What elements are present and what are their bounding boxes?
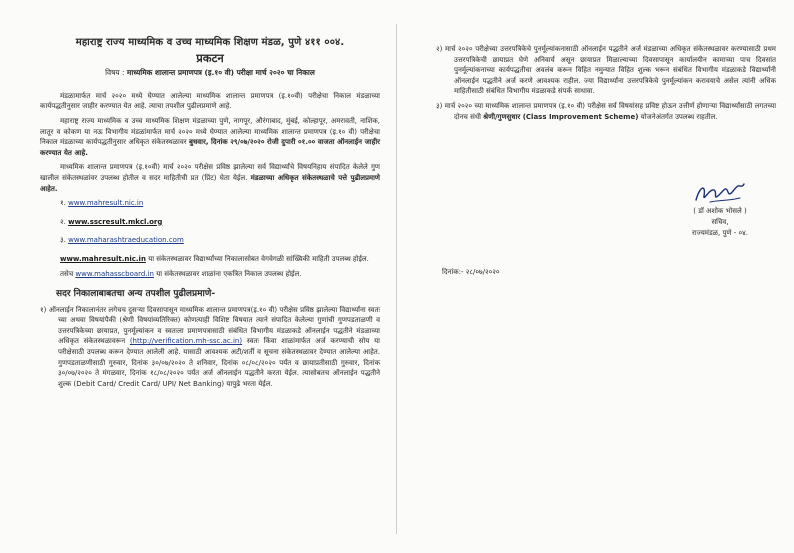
result-date-announcement: बुधवार, दिनांक २९/०७/२०२० रोजी दुपारी ०१.०० वाजता ऑनलाईन जाहीर करण्यात येत आहे. — [40, 138, 381, 157]
signatory-place: राज्यमंडळ, पुणे - ०४. — [692, 229, 748, 237]
paragraph-3 — [40, 162, 380, 194]
subject-label: विषय : — [105, 68, 125, 78]
statistics-text: या संकेतस्थळावर विद्यार्थ्यांच्या निकालासोबत वेगवेगळी सांख्यिकी माहिती उपलब्ध होईल. — [148, 254, 369, 263]
list-text: योजनेअंतर्गत उपलब्ध राहतील. — [640, 112, 718, 121]
signature-icon — [666, 180, 774, 206]
board-title: महाराष्ट्र राज्य माध्यमिक व उच्च माध्यमिक शिक्षण मंडळ, पुणे ४११ ००४. — [75, 37, 345, 48]
website-number: २. — [60, 217, 66, 226]
statistics-link[interactable]: www.mahresult.nic.in — [60, 254, 146, 263]
paragraph-1: मंडळामार्फत मार्च २०२० मध्ये घेण्यात आलेल्या माध्यमिक शालान्त प्रमाणपत्र (इ.१०वी) परीक्षेचा निकाल मंडळाच्या कार्यपद्धतीनुसार जाहीर करण्यात येत आहे. त्याचा तपशील पुढीलप्रमाणे आहे. — [40, 91, 380, 111]
school-result-text: या संकेतस्थळावर शाळांना एकत्रित निकाल उपलब्ध होईल. — [156, 269, 302, 278]
website-item — [60, 217, 380, 228]
list-number: ३) — [436, 101, 443, 110]
signatory-role: सचिव, — [711, 218, 729, 226]
list-number: २) — [436, 45, 443, 53]
website-number: ३. — [60, 236, 66, 245]
list-number: १) — [40, 305, 47, 314]
left-column — [40, 38, 380, 393]
signature-block — [666, 180, 774, 239]
notice-heading: प्रकटन — [196, 50, 224, 65]
verification-link[interactable]: (http://verification.mh-ssc.ac.in) — [129, 337, 243, 346]
subject-text: माध्यमिक शालान्त प्रमाणपत्र (इ.१० वी) परीक्षा मार्च २०२० चा निकाल — [126, 68, 315, 78]
signatory-name: ( डॉ अशोक भोसले ) — [693, 207, 747, 215]
website-item — [60, 198, 380, 209]
right-column — [436, 44, 776, 126]
school-prefix: तसेच — [60, 269, 74, 278]
website-link[interactable]: www.mahresult.nic.in — [68, 199, 144, 208]
school-result-link[interactable]: www.mahasscboard.in — [75, 269, 154, 278]
list-text: मार्च २०२० परीक्षेच्या उत्तरपत्रिकेचे पुनर्मूल्यांकनासाठी ऑनलाईन पद्धतीने अर्ज मंडळाच्या अधिकृत संकेतस्थळावर करण्यासाठी प्रथम उत्तरपत्रिकेची छायाप्रत घेणे अनिवार्य असून छायाप्रत मिळाल्याच्या दिवसापासून कार्यालयीन कामाच्या पाच दिवसांत पुनर्मूल्यांकनाच्या कार्यपद्धतीचा अवलंब करून विहित नमुन्यात विहित शुल्क भरून संबंधित विभागीय मंडळाकडे विद्यार्थ्यांनी ऑनलाईन पद्धतीने अर्ज करणे आवश्यक राहील. ज्या विद्यार्थ्यांना उत्तरपत्रिकेचे पुनर्मूल्यांकन करावयाचे असेल त्यांनी अधिक माहितीसाठी संबंधित विभागीय मंडळाकडे संपर्क साधावा. — [444, 45, 776, 96]
websites-intro: मंडळाच्या अधिकृत संकेतस्थळाचे पत्ते पुढीलप्रमाणे आहेत. — [40, 173, 380, 193]
improvement-scheme: श्रेणी/गुणसुधार (Class Improvement Scheme) — [483, 112, 639, 121]
paragraph-2-text: महाराष्ट्र राज्य माध्यमिक व उच्च माध्यमिक शिक्षण मंडळाच्या पुणे, नागपूर, औरंगाबाद, मुंबई, कोल्हापूर, अमरावती, नाशिक, लातूर व कोकण या नऊ विभागीय मंडळांमार्फत मार्च २०२० मध्ये घेण्यात आलेल्या माध्यमिक शालान्त प्रमाणपत्र (इ.१० वी) परीक्षेचा निकाल मंडळाच्या कार्यपद्धतीनुसार अधिकृत संकेतस्थळावर — [40, 116, 380, 147]
list-text: मार्च २०२० च्या माध्यमिक शालान्त प्रमाणपत्र (इ.१० वी) परीक्षेस सर्व विषयांसह प्रविष्ट होऊन उत्तीर्ण होणाऱ्या विद्यार्थ्यांसाठी लगतच्या दोनच संधी — [444, 101, 777, 121]
list-text: ऑनलाईन निकालानंतर लगेचच दुसऱ्या दिवसापासून माध्यमिक शालान्त प्रमाणपत्र(इ.१० वी) परीक्षेस प्रविष्ठ झालेल्या विद्यार्थ्यांना स्वतः च्या अथवा विषयांपैकी (श्रेणी विषयांव्यतिरिक्त) कोणत्याही विशिष्ट विषयात त्याने संपादित केलेल्या गुणांची गुणपडताळणी व उत्तरपत्रिकेच्या छायाप्रत, पुनर्मूल्यांकन व स्वतःला प्रमाणपत्रासाठी संबंधित विभागीय मंडळाकडे ऑनलाईन पद्धतीने मंडळाच्या अधिकृत संकेतस्थळावरून — [48, 305, 380, 346]
website-item — [60, 235, 380, 246]
website-number: १. — [60, 199, 66, 208]
website-link[interactable]: www.maharashtraeducation.com — [68, 236, 184, 245]
statistics-note — [40, 254, 380, 265]
details-subheading: सदर निकालाबाबतचा अन्य तपशील पुढीलप्रमाणे- — [56, 289, 216, 300]
paragraph-3-text: माध्यमिक शालान्त प्रमाणपत्र (इ.१०वी) मार्च २०२० परीक्षेस प्रविष्ठ झालेल्या सर्व विद्यार्थ्यांचे विषयनिहाय संपादित केलेले गुण खालील संकेतस्थळांवर उपलब्ध होतील व सदर माहितीची प्रत (प्रिंट) घेता येईल. — [40, 163, 380, 182]
notice-date: दिनांक:- २८/०७/२०२० — [442, 268, 500, 276]
subject-line — [40, 68, 380, 79]
list-item-3 — [436, 101, 776, 122]
page-divider — [396, 24, 397, 534]
school-result-note — [40, 269, 380, 280]
list-item-2 — [436, 44, 776, 97]
paragraph-2 — [40, 116, 380, 158]
list-item-1 — [40, 305, 380, 390]
website-link[interactable]: www.sscresult.mkcl.org — [68, 217, 163, 226]
list-text: स्वतः किंवा शाळांमार्फत अर्ज करण्याची सोय या परीक्षेसाठी उपलब्ध करून देण्यात आलेली आहे. यासाठी आवश्यक अटी/शर्ती व सूचना संकेतस्थळावर देण्यात आलेल्या आहेत. गुणपडताळणीसाठी गुरुवार, दिनांक ३०/०७/२०२० ते शनिवार, दिनांक ०८/०८/२०२० पर्यंत व छायाप्रतीसाठी गुरुवार, दिनांक ३०/०७/२०२० ते मंगळवार, दिनांक १८/०८/२०२० पर्यंत अर्ज ऑनलाईन पद्धतीने करता येईल. त्यासोबतच ऑनलाईन पद्धतीने शुल्क (Debit Card/ Credit Card/ UPI/ Net Banking) यापुढे भरता येईल. — [58, 337, 380, 388]
website-list — [60, 198, 380, 246]
